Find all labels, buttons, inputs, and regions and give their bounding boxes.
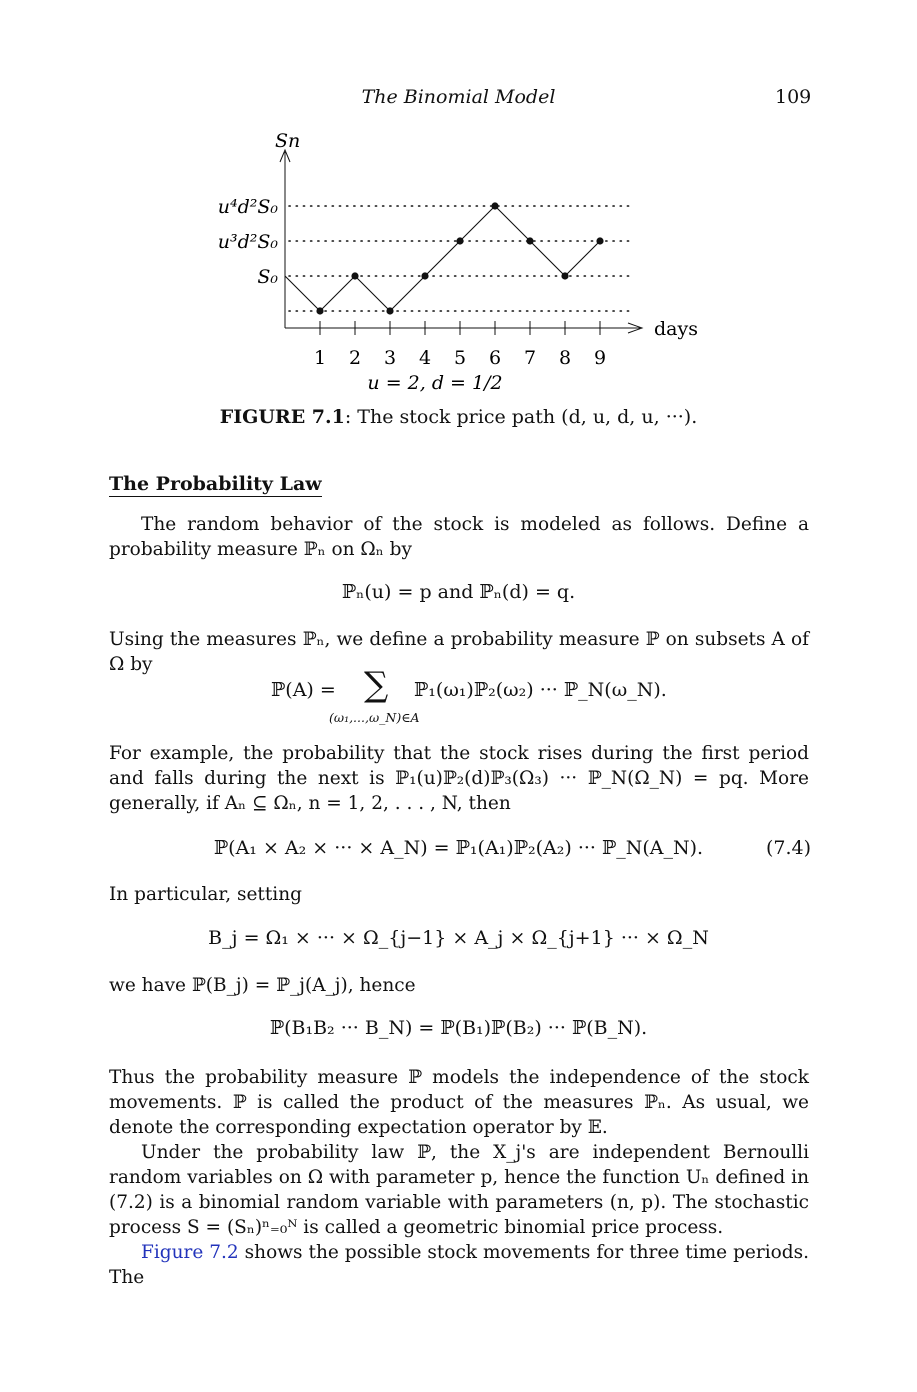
equation-2-lhs: ℙ(A) = — [271, 679, 336, 701]
y-tick-label: u⁴d²S₀ — [217, 196, 278, 218]
paragraph-2: Using the measures ℙₙ, we define a probability measure ℙ on subsets A of Ω by — [109, 629, 809, 675]
running-title: The Binomial Model — [361, 86, 556, 108]
figure-caption-text: : The stock price path (d, u, d, u, ···). — [344, 406, 698, 428]
paragraph-5: we have ℙ(B_j) = ℙ_j(A_j), hence — [109, 975, 416, 996]
paragraph-3: For example, the probability that the stock rises during the first period and falls during the next is ℙ₁(u)ℙ₂(d)ℙ₃(Ω₃) ··· ℙ_N(Ω_N) = pq. More generally, if Aₙ ⊆ Ωₙ, n = 1, 2, . . . , N, then — [109, 743, 809, 814]
price-point — [561, 272, 568, 279]
x-tick-label: 3 — [383, 347, 397, 369]
price-point — [526, 237, 533, 244]
x-tick-label: 9 — [593, 347, 607, 369]
x-tick-label: 5 — [453, 347, 467, 369]
chart-subtitle: u = 2, d = 1/2 — [367, 372, 503, 394]
equation-1: ℙₙ(u) = p and ℙₙ(d) = q. — [341, 581, 576, 603]
x-tick-label: 6 — [488, 347, 502, 369]
price-point — [421, 272, 428, 279]
paragraph-4: In particular, setting — [109, 884, 302, 905]
price-point — [596, 237, 603, 244]
figure-caption — [0, 406, 917, 428]
page-number: 109 — [775, 86, 812, 108]
price-point — [386, 307, 393, 314]
figure-link[interactable]: Figure 7.2 — [141, 1242, 239, 1263]
equation-5: ℙ(B₁B₂ ··· B_N) = ℙ(B₁)ℙ(B₂) ··· ℙ(B_N). — [269, 1017, 648, 1039]
summation-symbol: ∑ — [364, 665, 389, 705]
price-point — [456, 237, 463, 244]
section-heading: The Probability Law — [109, 473, 322, 495]
stock-price-path-chart — [200, 128, 720, 398]
price-point — [316, 307, 323, 314]
summation-index: (ω₁,...,ω_N)∈A — [329, 710, 420, 725]
figure-label: FIGURE 7.1 — [219, 406, 345, 428]
x-axis-label: days — [654, 318, 698, 340]
paragraph-1: The random behavior of the stock is modeled as follows. Define a probability measure ℙₙ on Ωₙ by — [109, 514, 809, 560]
equation-4: B_j = Ω₁ × ··· × Ω_{j−1} × A_j × Ω_{j+1} ··· × Ω_N — [208, 927, 709, 949]
price-point — [491, 202, 498, 209]
equation-number: (7.4) — [766, 837, 812, 859]
y-axis-label: Sn — [275, 130, 301, 152]
paragraph-6: Thus the probability measure ℙ models the independence of the stock movements. ℙ is called the product of the measures ℙₙ. As usual, we denote the corresponding expectation operator by 𝔼. — [109, 1067, 809, 1138]
x-tick-label: 4 — [418, 347, 432, 369]
price-path-line — [285, 206, 600, 311]
x-tick-label: 8 — [558, 347, 572, 369]
equation-2-rhs: ℙ₁(ω₁)ℙ₂(ω₂) ··· ℙ_N(ω_N). — [414, 679, 667, 701]
x-tick-label: 7 — [523, 347, 537, 369]
price-point — [351, 272, 358, 279]
x-tick-label: 1 — [313, 347, 327, 369]
paragraph-8 — [109, 1240, 809, 1290]
paragraph-7: Under the probability law ℙ, the X_j's are independent Bernoulli random variables on Ω with parameter p, hence the function Uₙ defined in (7.2) is a binomial random variable with parameters (n, p). The stochastic process S = (Sₙ)ⁿ₌₀ᴺ is called a geometric binomial price process. — [109, 1142, 809, 1238]
paragraph-8-text: shows the possible stock movements for three time periods. The — [109, 1242, 809, 1288]
y-tick-label: u³d²S₀ — [217, 231, 278, 253]
x-tick-label: 2 — [348, 347, 362, 369]
equation-3: ℙ(A₁ × A₂ × ··· × A_N) = ℙ₁(A₁)ℙ₂(A₂) ··· ℙ_N(A_N). — [213, 837, 704, 859]
y-tick-label: S₀ — [257, 266, 278, 288]
